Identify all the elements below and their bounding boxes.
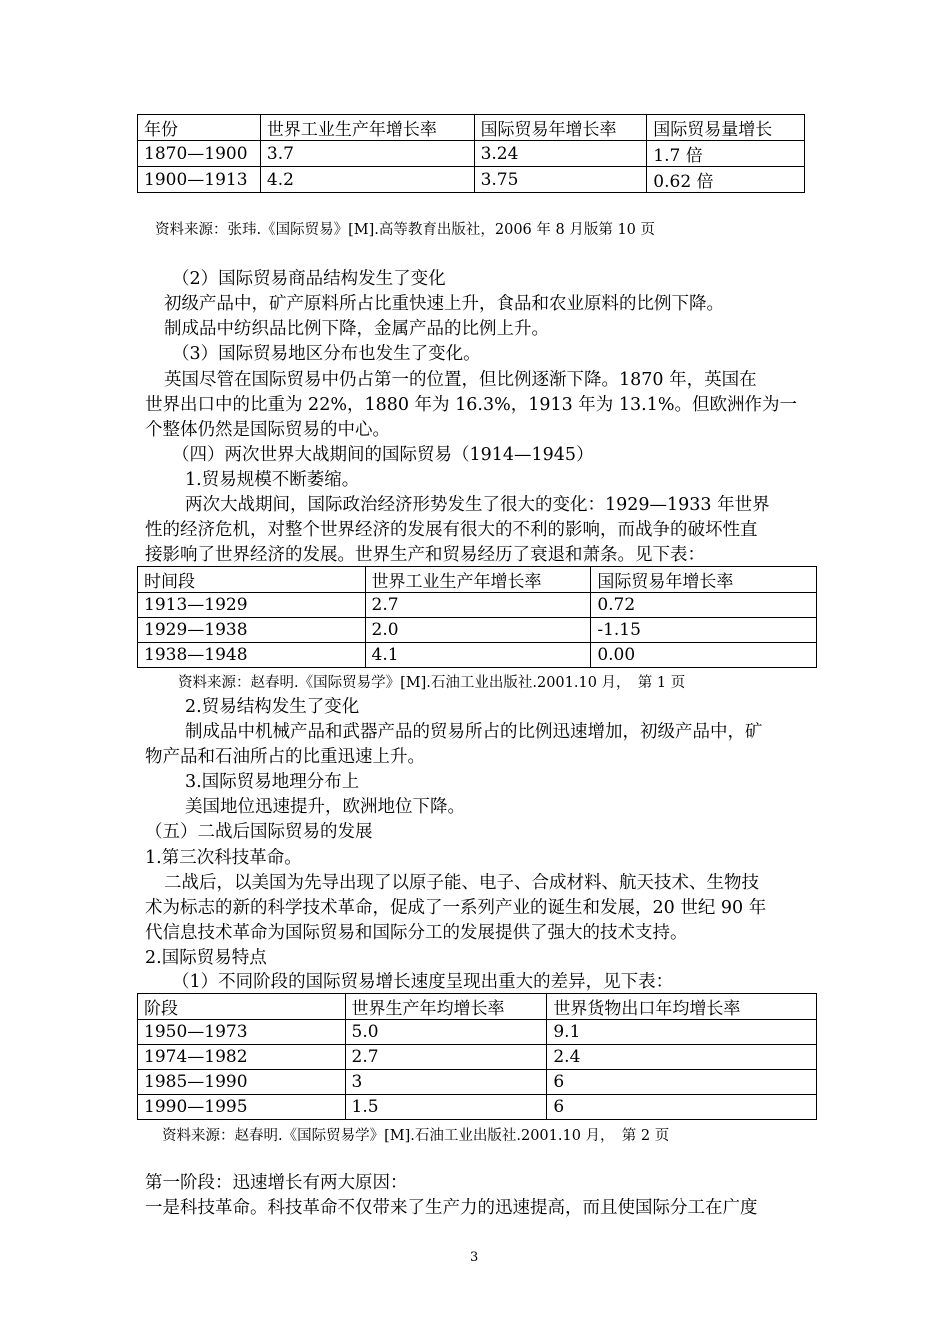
body-line: 术为标志的新的科学技术革命，促成了一系列产业的诞生和发展，20 世纪 90 年 <box>145 898 767 918</box>
table-cell: 1913—1929 <box>138 593 366 618</box>
table-row <box>138 1070 817 1095</box>
table-row <box>138 1045 817 1070</box>
table-header-cell: 阶段 <box>138 994 346 1020</box>
table-cell: 1938—1948 <box>138 643 366 668</box>
source-note: 资料来源：赵春明.《国际贸易学》[M].石油工业出版社.2001.10 月， 第 2 页 <box>162 1128 670 1144</box>
subheading: 2.贸易结构发生了变化 <box>185 697 360 717</box>
table-cell: 6 <box>547 1070 817 1095</box>
body-line: 个整体仍然是国际贸易的中心。 <box>145 420 390 440</box>
table-cell: 1990—1995 <box>138 1095 346 1120</box>
table-trade-growth-1870-1913 <box>137 114 805 193</box>
body-line: 制成品中机械产品和武器产品的贸易所占的比例迅速增加，初级产品中，矿 <box>185 722 763 742</box>
table-cell: 2.7 <box>365 593 591 618</box>
table-cell: 1.7 倍 <box>647 141 805 167</box>
table-row <box>138 643 817 668</box>
table-cell: 0.62 倍 <box>647 167 805 193</box>
table-row <box>138 618 817 643</box>
table-row <box>138 167 805 193</box>
page-number: 3 <box>470 1250 479 1265</box>
table-cell: 6 <box>547 1095 817 1120</box>
table-header-cell: 世界工业生产年增长率 <box>365 567 591 593</box>
body-line: 世界出口中的比重为 22%，1880 年为 16.3%，1913 年为 13.1%。但欧洲作为一 <box>145 395 797 415</box>
table-cell: 2.4 <box>547 1045 817 1070</box>
table-cell: 1985—1990 <box>138 1070 346 1095</box>
heading-regional-distribution: （3）国际贸易地区分布也发生了变化。 <box>172 344 481 364</box>
subheading: 1.贸易规模不断萎缩。 <box>185 470 360 490</box>
table-cell: 0.00 <box>591 643 817 668</box>
table-row <box>138 593 817 618</box>
table-row <box>138 1020 817 1045</box>
body-line: 物产品和石油所占的比重迅速上升。 <box>145 747 425 767</box>
table-header-row <box>138 567 817 593</box>
table-header-row <box>138 115 805 141</box>
body-line: 二战后，以美国为先导出现了以原子能、电子、合成材料、航天技术、生物技 <box>164 873 759 893</box>
table-cell: 1900—1913 <box>138 167 261 193</box>
section-heading-interwar: （四）两次世界大战期间的国际贸易（1914—1945） <box>172 445 594 465</box>
body-line: 性的经济危机，对整个世界经济的发展有很大的不利的影响，而战争的破坏性直 <box>145 520 758 540</box>
subheading: 2.国际贸易特点 <box>145 948 267 968</box>
table-cell: 1.5 <box>345 1095 547 1120</box>
table-header-cell: 国际贸易年增长率 <box>474 115 647 141</box>
table-cell: -1.15 <box>591 618 817 643</box>
body-line: 代信息技术革命为国际贸易和国际分工的发展提供了强大的技术支持。 <box>145 923 688 943</box>
table-cell: 1929—1938 <box>138 618 366 643</box>
body-line: 两次大战期间，国际政治经济形势发生了很大的变化：1929—1933 年世界 <box>185 495 770 515</box>
table-header-cell: 国际贸易年增长率 <box>591 567 817 593</box>
table-cell: 1974—1982 <box>138 1045 346 1070</box>
source-note: 资料来源：张玮.《国际贸易》[M].高等教育出版社，2006 年 8 月版第 10 页 <box>155 222 655 238</box>
body-line: 英国尽管在国际贸易中仍占第一的位置，但比例逐渐下降。1870 年，英国在 <box>164 370 757 390</box>
table-cell: 1870—1900 <box>138 141 261 167</box>
table-postwar-growth <box>137 993 817 1120</box>
body-line: 初级产品中，矿产原料所占比重快速上升，食品和农业原料的比例下降。 <box>164 294 724 314</box>
table-header-cell: 世界工业生产年增长率 <box>260 115 474 141</box>
table-cell: 5.0 <box>345 1020 547 1045</box>
table-interwar-growth <box>137 566 817 668</box>
source-note: 资料来源：赵春明.《国际贸易学》[M].石油工业出版社.2001.10 月， 第 1 页 <box>178 675 686 691</box>
table-cell: 2.7 <box>345 1045 547 1070</box>
heading-commodity-structure: （2）国际贸易商品结构发生了变化 <box>172 269 446 289</box>
table-row <box>138 141 805 167</box>
table-row <box>138 1095 817 1120</box>
table-cell: 3.75 <box>474 167 647 193</box>
table-cell: 4.1 <box>365 643 591 668</box>
body-line: 制成品中纺织品比例下降，金属产品的比例上升。 <box>164 319 549 339</box>
table-cell: 9.1 <box>547 1020 817 1045</box>
table-cell: 3 <box>345 1070 547 1095</box>
table-cell: 4.2 <box>260 167 474 193</box>
table-header-cell: 世界货物出口年均增长率 <box>547 994 817 1020</box>
subheading: 3.国际贸易地理分布上 <box>185 772 360 792</box>
body-line: 美国地位迅速提升，欧洲地位下降。 <box>185 797 465 817</box>
table-header-row <box>138 994 817 1020</box>
subheading: 1.第三次科技革命。 <box>145 848 302 868</box>
body-line: 一是科技革命。科技革命不仅带来了生产力的迅速提高，而且使国际分工在广度 <box>145 1198 758 1218</box>
table-cell: 3.7 <box>260 141 474 167</box>
body-line: 第一阶段：迅速增长有两大原因： <box>145 1173 408 1193</box>
body-line: 接影响了世界经济的发展。世界生产和贸易经历了衰退和萧条。见下表： <box>145 545 705 565</box>
table-cell: 1950—1973 <box>138 1020 346 1045</box>
table-header-cell: 时间段 <box>138 567 366 593</box>
table-cell: 3.24 <box>474 141 647 167</box>
table-cell: 0.72 <box>591 593 817 618</box>
table-cell: 2.0 <box>365 618 591 643</box>
table-header-cell: 年份 <box>138 115 261 141</box>
body-line: （1）不同阶段的国际贸易增长速度呈现出重大的差异，见下表： <box>172 972 674 992</box>
table-header-cell: 国际贸易量增长 <box>647 115 805 141</box>
section-heading-postwar: （五）二战后国际贸易的发展 <box>145 822 373 842</box>
table-header-cell: 世界生产年均增长率 <box>345 994 547 1020</box>
